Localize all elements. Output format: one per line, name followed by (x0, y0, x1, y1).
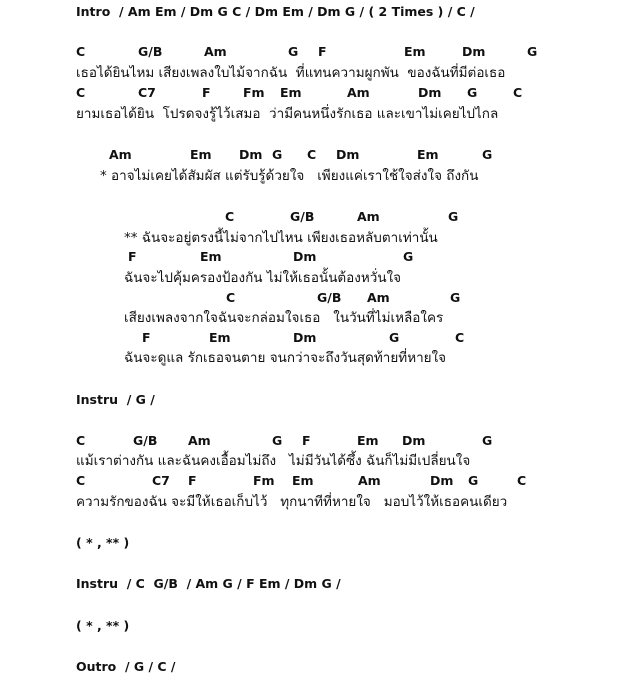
verse2-line1-lyric-row (0, 452, 620, 470)
chorus-line1-lyric-row (0, 229, 620, 247)
instrumental-line-2: Instru / C G/B / Am G / F Em / Dm G / (76, 576, 341, 591)
chord: G (482, 433, 493, 448)
verse1-line1-chords (0, 43, 620, 61)
chord: G (448, 209, 459, 224)
chord: Dm (293, 330, 317, 345)
chord: Em (190, 147, 212, 162)
lyric-line: ความรักของฉัน จะมีให้เธอเก็บไว้ ทุกนาทีที่หายใจ มอบไว้ให้เธอคนเดียว (76, 494, 508, 510)
lyric-line: เธอได้ยินไหม เสียงเพลงใบไม้จากฉัน ที่แทนความผูกพัน ของฉันที่มีต่อเธอ (76, 65, 506, 81)
chord: G/B (317, 290, 342, 305)
chord: F (202, 85, 211, 100)
lyric-line: เสียงเพลงจากใจฉันจะกล่อมใจเธอ ในวันที่ไม่เหลือใคร (124, 310, 444, 326)
chord: F (302, 433, 311, 448)
chorus-line3-lyric-row (0, 309, 620, 327)
prechorus-line1-chords (0, 146, 620, 164)
chord: F (128, 249, 137, 264)
chord: Am (109, 147, 132, 162)
chord: Am (357, 209, 380, 224)
chord: G (389, 330, 400, 345)
chord: Dm (402, 433, 426, 448)
chord: Dm (430, 473, 454, 488)
lyric-line: ฉันจะดูแล รักเธอจนตาย จนกว่าจะถึงวันสุดท้ายที่หายใจ (124, 350, 447, 366)
lyric-line: ** ฉันจะอยู่ตรงนี้ไม่จากไปไหน เพียงเธอหลับตาเท่านั้น (124, 230, 438, 246)
chorus-line4-lyric-row (0, 349, 620, 367)
chord: G (468, 473, 479, 488)
chord: Dm (293, 249, 317, 264)
chord: Am (204, 44, 227, 59)
prechorus-line1-lyric-row (0, 167, 620, 185)
chord: G (482, 147, 493, 162)
chorus-line2-chords (0, 248, 620, 266)
chord: Am (188, 433, 211, 448)
repeat-marker-2: ( * , ** ) (76, 618, 130, 633)
chord: C (455, 330, 465, 345)
chord: C (517, 473, 527, 488)
chorus-line3-chords (0, 289, 620, 307)
chord: Fm (243, 85, 265, 100)
chord: F (188, 473, 197, 488)
chord: C (76, 433, 86, 448)
chord: Em (404, 44, 426, 59)
chord: G/B (290, 209, 315, 224)
chord: Am (367, 290, 390, 305)
chord: Dm (418, 85, 442, 100)
chord: G (403, 249, 414, 264)
chord: Em (292, 473, 314, 488)
chord: G/B (138, 44, 163, 59)
chorus-line2-lyric-row (0, 269, 620, 287)
verse2-line2-lyric-row (0, 493, 620, 511)
chord: C7 (138, 85, 156, 100)
outro-line: Outro / G / C / (76, 659, 176, 674)
chord: C7 (152, 473, 170, 488)
chord: Dm (239, 147, 263, 162)
chord: G (272, 147, 283, 162)
chord: C (76, 85, 86, 100)
verse1-line2-lyric-row (0, 105, 620, 123)
chord: F (318, 44, 327, 59)
instrumental-line-1: Instru / G / (76, 392, 155, 407)
chord: Dm (336, 147, 360, 162)
chord: Em (417, 147, 439, 162)
chord: Em (209, 330, 231, 345)
chord: G (288, 44, 299, 59)
chord: G (450, 290, 461, 305)
repeat-marker-1: ( * , ** ) (76, 535, 130, 550)
chord: Dm (462, 44, 486, 59)
chord: G (527, 44, 538, 59)
chord: G (272, 433, 283, 448)
chord: Am (347, 85, 370, 100)
chord: Em (357, 433, 379, 448)
chord: C (225, 209, 235, 224)
lyric-line: * อาจไม่เคยได้สัมผัส แต่รับรู้ด้วยใจ เพียงแค่เราใช้ใจส่งใจ ถึงกัน (100, 168, 479, 184)
lyric-line: ฉันจะไปคุ้มครองป้องกัน ไม่ให้เธอนั้นต้องหวั่นใจ (124, 270, 402, 286)
chord: Em (280, 85, 302, 100)
verse2-line2-chords (0, 472, 620, 490)
chorus-line1-chords (0, 208, 620, 226)
chord: C (226, 290, 236, 305)
verse1-line1-lyric-row (0, 64, 620, 82)
intro-line: Intro / Am Em / Dm G C / Dm Em / Dm G / ( 2 Times ) / C / (76, 4, 475, 19)
verse2-line1-chords (0, 432, 620, 450)
chord: C (513, 85, 523, 100)
chord: Em (200, 249, 222, 264)
chord: C (76, 44, 86, 59)
lyric-line: แม้เราต่างกัน และฉันคงเอื้อมไม่ถึง ไม่มีวันได้ซึ้ง ฉันก็ไม่มีเปลี่ยนใจ (76, 453, 471, 469)
chorus-line4-chords (0, 329, 620, 347)
lyric-line: ยามเธอได้ยิน โปรดจงรู้ไว้เสมอ ว่ามีคนหนึ่งรักเธอ และเขาไม่เคยไปไกล (76, 106, 499, 122)
verse1-line2-chords (0, 84, 620, 102)
chord: G/B (133, 433, 158, 448)
chord: G (467, 85, 478, 100)
chord: Am (358, 473, 381, 488)
chord: Fm (253, 473, 275, 488)
chord: F (142, 330, 151, 345)
chord: C (307, 147, 317, 162)
chord: C (76, 473, 86, 488)
